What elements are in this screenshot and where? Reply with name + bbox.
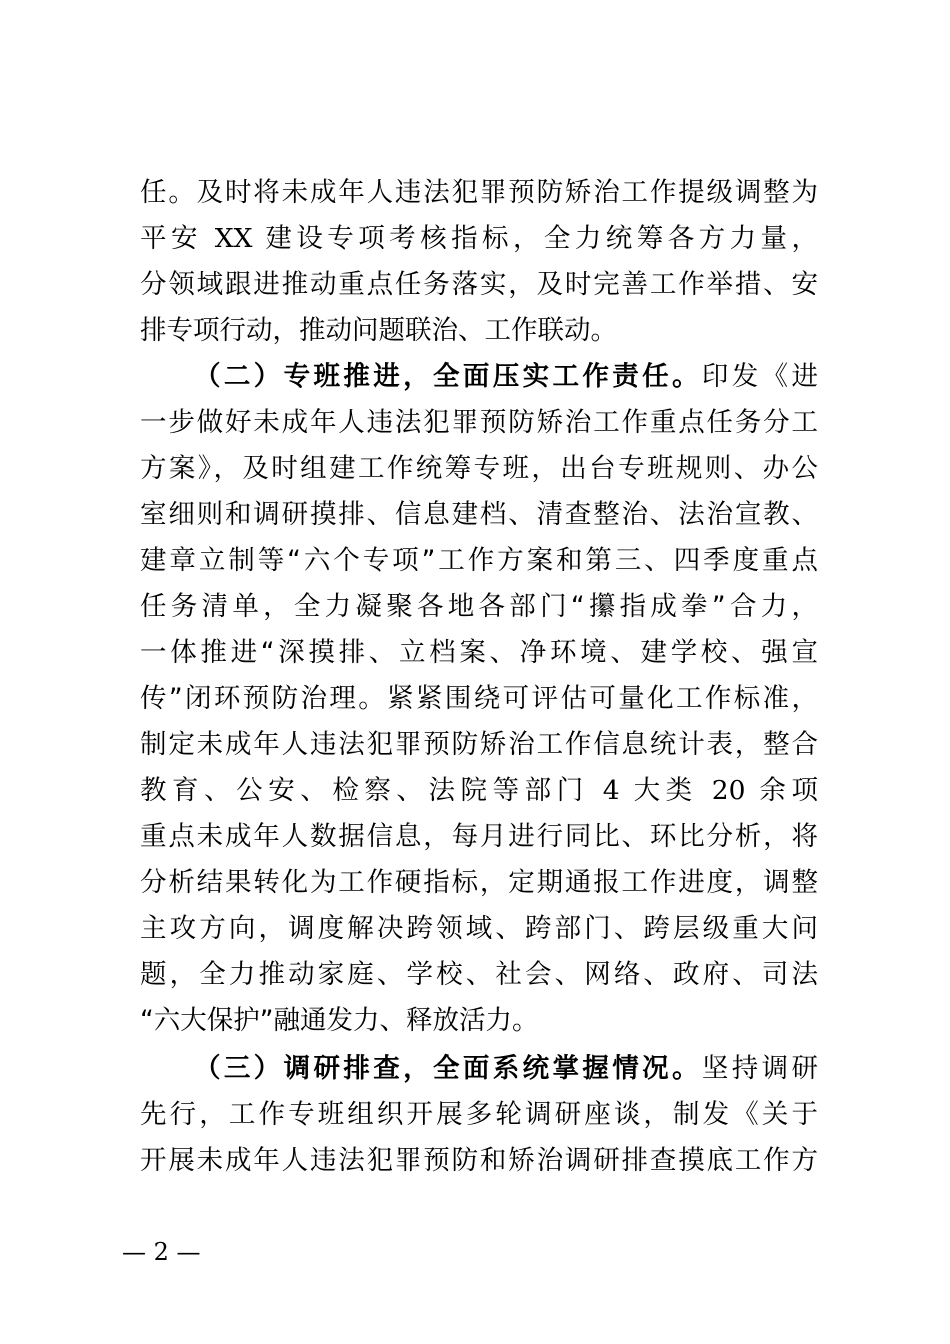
section-heading: （三）调研排查，全面系统掌握情况。 — [194, 1053, 702, 1084]
body-text-line — [140, 768, 818, 814]
text-segment: 坚持调研 — [701, 1053, 818, 1084]
body-text-line: 分领域跟进推动重点任务落实，及时完善工作举措、安 — [140, 269, 818, 300]
body-text-line: 题，全力推动家庭、学校、社会、网络、政府、司法 — [140, 959, 818, 990]
body-text-line: 开展未成年人违法犯罪预防和矫治调研排查摸底工作方 — [140, 1145, 818, 1176]
body-text-line: 主攻方向，调度解决跨领域、跨部门、跨层级重大问 — [140, 913, 818, 944]
body-text-line: 方案》，及时组建工作统筹专班，出台专班规则、办公 — [140, 453, 818, 484]
page-number: — 2 — — [122, 1238, 201, 1266]
body-text-line: 建章立制等“六个专项”工作方案和第三、四季度重点 — [140, 545, 818, 576]
section-heading-line — [194, 354, 818, 400]
body-text-line: 一体推进“深摸排、立档案、净环境、建学校、强宣 — [140, 637, 818, 668]
section-heading: （二）专班推进，全面压实工作责任。 — [194, 361, 702, 392]
body-text-line: 传”闭环预防治理。紧紧围绕可评估可量化工作标准， — [140, 683, 818, 714]
numeric-token: XX — [214, 223, 253, 254]
body-text-line: 任务清单，全力凝聚各地各部门“攥指成拳”合力， — [140, 591, 818, 622]
text-segment: 建设专项考核指标，全力统筹各方力量， — [265, 223, 818, 254]
body-text-line — [140, 216, 818, 262]
body-text-line: 排专项行动，推动问题联治、工作联动。 — [140, 315, 617, 346]
text-segment: 余项 — [759, 775, 818, 806]
body-text-line: 制定未成年人违法犯罪预防矫治工作信息统计表，整合 — [140, 729, 818, 760]
body-text-line: 先行，工作专班组织开展多轮调研座谈，制发《关于 — [140, 1099, 818, 1130]
text-segment: 教育、公安、检察、法院等部门 — [140, 775, 589, 806]
text-segment: 印发《进 — [701, 361, 818, 392]
body-text-line: “六大保护”融通发力、释放活力。 — [140, 1005, 539, 1036]
body-text-line: 重点未成年人数据信息，每月进行同比、环比分析，将 — [140, 821, 818, 852]
numeric-token: 4 — [602, 775, 620, 806]
body-text-line: 室细则和调研摸排、信息建档、清查整治、法治宣教、 — [140, 499, 818, 530]
text-segment: 大类 — [633, 775, 698, 806]
numeric-token: 20 — [711, 775, 746, 806]
body-text-line: 一步做好未成年人违法犯罪预防矫治工作重点任务分工 — [140, 407, 818, 438]
section-heading-line — [194, 1046, 818, 1092]
body-text-line: 任。及时将未成年人违法犯罪预防矫治工作提级调整为 — [140, 177, 818, 208]
text-segment: 平安 — [140, 223, 202, 254]
body-text-line: 分析结果转化为工作硬指标，定期通报工作进度，调整 — [140, 867, 818, 898]
